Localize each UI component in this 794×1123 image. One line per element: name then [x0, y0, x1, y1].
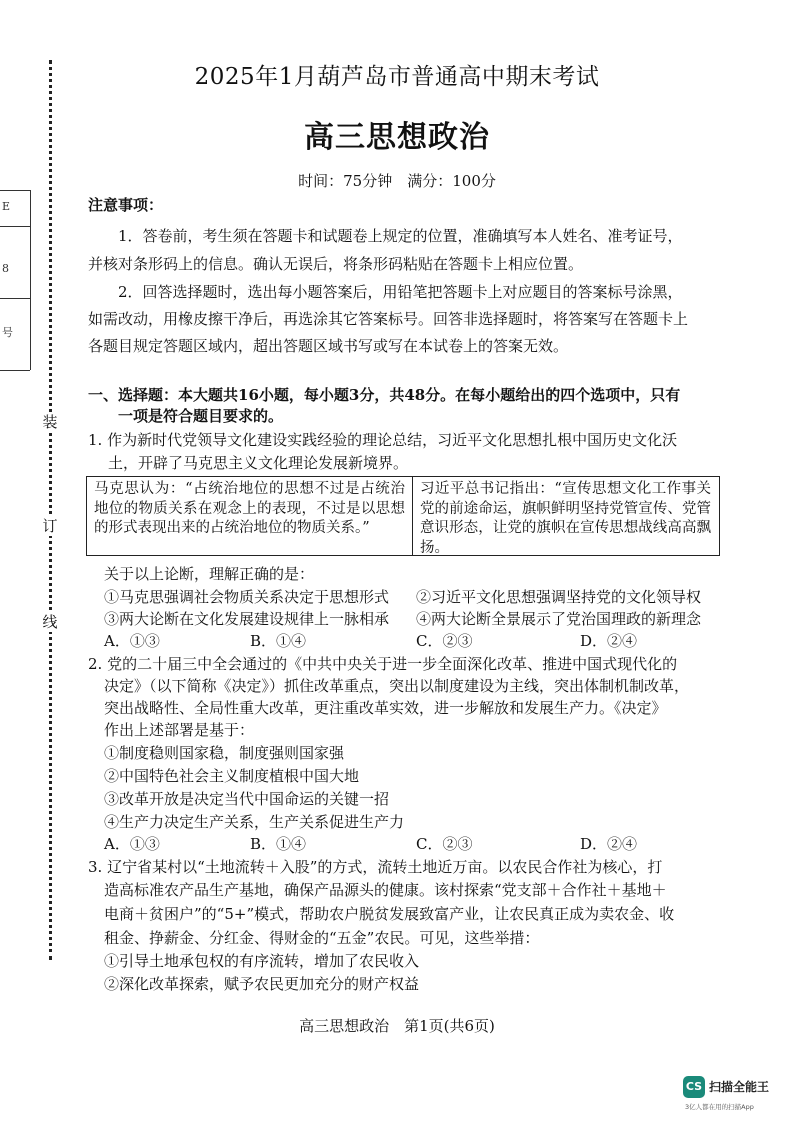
- q3-stem-line2: 造高标准农产品生产基地，确保产品源头的健康。该村探索“党支部＋合作社＋基地＋: [104, 881, 667, 899]
- q2-stem-line1: 2. 党的二十届三中全会通过的《中共中央关于进一步全面深化改革、推进中国式现代化的: [88, 655, 678, 673]
- side-char: 8: [2, 262, 9, 275]
- q3-stem-line3: 电商＋贫困户”的“5+”模式，帮助农户脱贫发展致富产业，让农民真正成为卖农金、收: [104, 905, 675, 923]
- q1-statement-2: ②习近平文化思想强调坚持党的文化领导权: [416, 588, 702, 606]
- notes-item1-line2: 并核对条形码上的信息。确认无误后，将条形码粘贴在答题卡上相应位置。: [88, 255, 584, 273]
- q2-option-b: B．①④: [250, 835, 307, 853]
- candidate-info-box: [0, 190, 31, 370]
- q1-statement-3: ③两大论断在文化发展建设规律上一脉相承: [104, 610, 390, 628]
- page-footer: 高三思想政治 第1页(共6页): [299, 1017, 495, 1035]
- section1-heading-line2: 一项是符合题目要求的。: [118, 407, 284, 425]
- notes-item1-line1: 1．答卷前，考生须在答题卡和试题卷上规定的位置，准确填写本人姓名、准考证号，: [118, 227, 683, 245]
- q2-statement-3: ③改革开放是决定当代中国命运的关键一招: [104, 790, 390, 808]
- q1-quote-xi: 习近平总书记指出：“宣传思想文化工作事关党的前途命运，旗帜鲜明坚持党管宣传、党管意识形态，让党的旗帜在宣传思想战线高高飘扬。: [420, 481, 711, 556]
- q1-option-b: B．①④: [250, 632, 307, 650]
- notes-item2-line1: 2．回答选择题时，选出每小题答案后，用铅笔把答题卡上对应题目的答案标号涂黑，: [118, 283, 683, 301]
- binding-label-xian: 线: [40, 612, 60, 632]
- q3-statement-1: ①引导土地承包权的有序流转，增加了农民收入: [104, 952, 420, 970]
- q1-option-d: D．②④: [580, 632, 638, 650]
- q2-option-c: C．②③: [416, 835, 473, 853]
- binding-dotted-line: [49, 60, 52, 960]
- q3-statement-2: ②深化改革探索，赋予农民更加充分的财产权益: [104, 975, 420, 993]
- q1-quote-marx: 马克思认为：“占统治地位的思想不过是占统治地位的物质关系在观念上的表现，不过是以思想的形式表现出来的占统治地位的物质关系。”: [87, 477, 413, 555]
- q2-statement-1: ①制度稳则国家稳，制度强则国家强: [104, 744, 345, 762]
- side-char: E: [2, 200, 11, 213]
- q2-option-a: A．①③: [104, 835, 160, 853]
- q2-statement-2: ②中国特色社会主义制度植根中国大地: [104, 767, 360, 785]
- q3-stem-line1: 3. 辽宁省某村以“土地流转＋入股”的方式，流转土地近万亩。以农民合作社为核心，打: [88, 858, 663, 876]
- q1-option-a: A．①③: [104, 632, 160, 650]
- q1-prompt: 关于以上论断，理解正确的是：: [104, 565, 315, 583]
- watermark-app-name: 扫描全能王: [709, 1080, 770, 1094]
- q1-option-c: C．②③: [416, 632, 473, 650]
- binding-label-ding: 订: [40, 516, 60, 536]
- subject-title: 高三思想政治: [304, 120, 490, 155]
- q2-stem-line4: 作出上述部署是基于：: [104, 721, 255, 739]
- q1-stem-line2: 土，开辟了马克思主义文化理论发展新境界。: [108, 454, 409, 472]
- section1-heading-line1: 一、选择题：本大题共16小题，每小题3分，共48分。在每小题给出的四个选项中，只有: [88, 386, 681, 404]
- q1-statement-1: ①马克思强调社会物质关系决定于思想形式: [104, 588, 390, 606]
- q2-option-d: D．②④: [580, 835, 638, 853]
- q2-statement-4: ④生产力决定生产关系，生产关系促进生产力: [104, 813, 405, 831]
- side-char: 号: [2, 326, 13, 339]
- q1-stem-line1: 1. 作为新时代党领导文化建设实践经验的理论总结，习近平文化思想扎根中国历史文化沃: [88, 431, 678, 449]
- q1-statement-4: ④两大论断全景展示了党治国理政的新理念: [416, 610, 702, 628]
- camscanner-logo-icon: CS: [683, 1076, 705, 1098]
- notes-item2-line3: 各题目规定答题区域内，超出答题区域书写或写在本试卷上的答案无效。: [88, 337, 569, 355]
- watermark-tagline: 3亿人都在用的扫描App: [685, 1103, 754, 1111]
- notes-heading: 注意事项：: [88, 196, 164, 214]
- exam-info: 时间：75分钟 满分：100分: [298, 172, 496, 190]
- q3-stem-line4: 租金、挣薪金、分红金、得财金的“五金”农民。可见，这些举措：: [104, 929, 540, 947]
- q2-stem-line2: 决定》（以下简称《决定》）抓住改革重点，突出以制度建设为主线，突出体制机制改革，: [104, 677, 690, 695]
- q2-stem-line3: 突出战略性、全局性重大改革，更注重改革实效，进一步解放和发展生产力。《决定》: [104, 699, 667, 717]
- binding-label-zhuang: 装: [40, 412, 60, 432]
- exam-title: 2025年1月葫芦岛市普通高中期末考试: [194, 64, 600, 90]
- q1-quote-table: [86, 476, 720, 556]
- notes-item2-line2: 如需改动，用橡皮擦干净后，再选涂其它答案标号。回答非选择题时，将答案写在答题卡上: [88, 310, 689, 328]
- scanner-watermark: [683, 1076, 789, 1116]
